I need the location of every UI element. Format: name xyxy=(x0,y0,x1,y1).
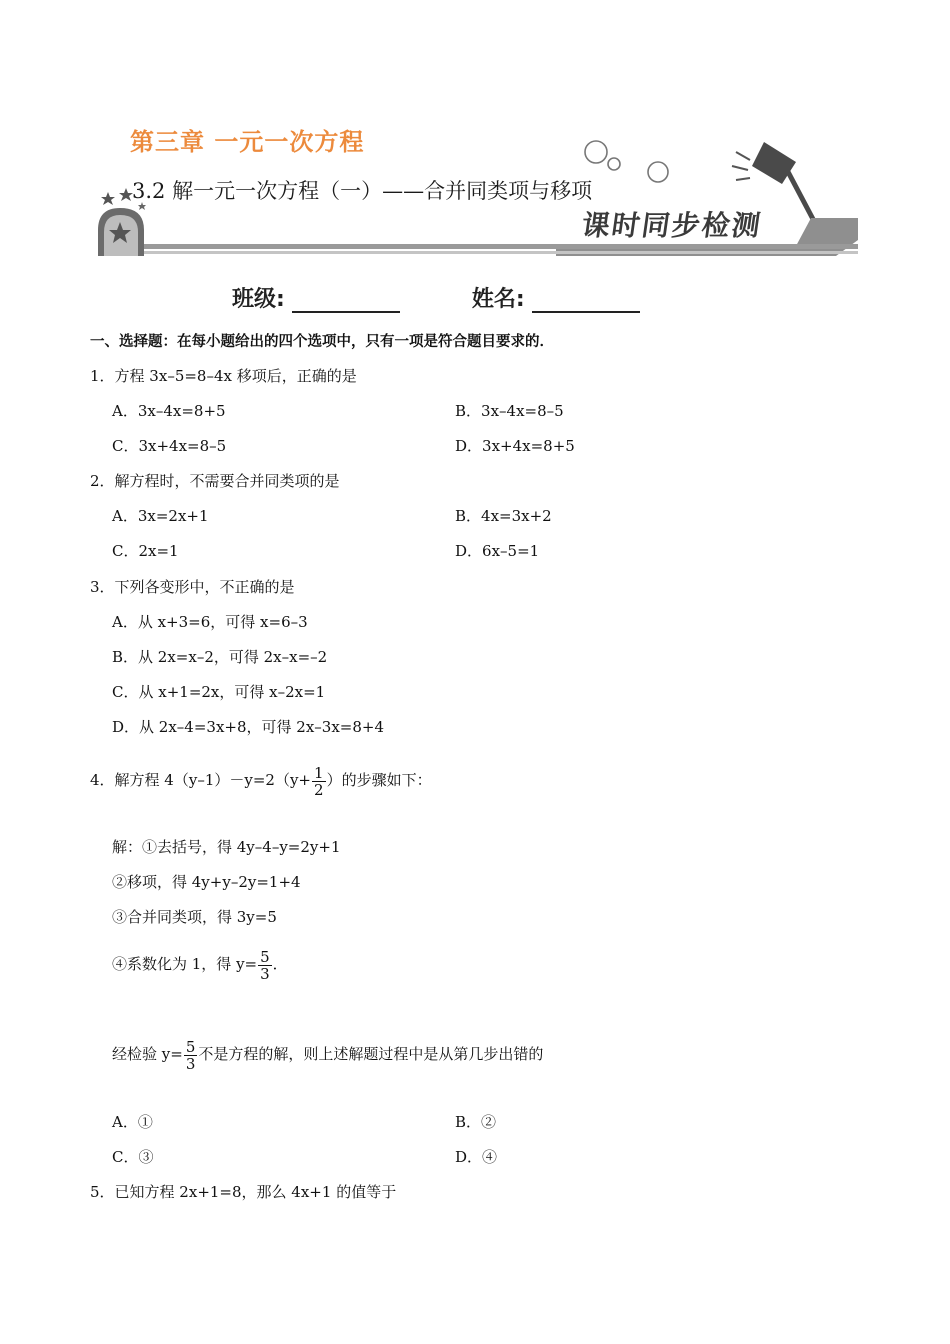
bubble-icon xyxy=(585,141,607,163)
question-3-option-c[interactable]: C．从 x+1=2x，可得 x–2x=1 xyxy=(112,683,326,701)
question-2-option-a[interactable]: A．3x=2x+1 xyxy=(112,507,209,525)
question-2-option-b[interactable]: B．4x=3x+2 xyxy=(455,507,552,525)
class-blank[interactable] xyxy=(292,289,400,313)
check-text-post: 不是方程的解，则上述解题过程中是从第几步出错的 xyxy=(198,1045,544,1063)
student-info-row xyxy=(232,282,640,313)
fraction-denominator: 2 xyxy=(314,780,324,799)
name-blank[interactable] xyxy=(532,289,640,313)
fraction-five-thirds xyxy=(184,1039,198,1072)
fraction-denominator: 3 xyxy=(260,964,270,983)
chapter-title: 第三章 一元一次方程 xyxy=(130,128,365,156)
star-icon xyxy=(119,188,133,201)
star-icon xyxy=(101,192,115,205)
question-4-option-d[interactable]: D．④ xyxy=(455,1148,498,1166)
fraction-numerator: 1 xyxy=(314,763,324,782)
question-4-check xyxy=(112,1036,543,1072)
question-2-option-d[interactable]: D．6x–5=1 xyxy=(455,542,540,560)
question-1-option-b[interactable]: B．3x–4x=8–5 xyxy=(455,402,564,420)
question-1-option-c[interactable]: C．3x+4x=8–5 xyxy=(112,437,227,455)
step-4-end: ． xyxy=(272,955,288,973)
fraction-denominator: 3 xyxy=(185,1054,196,1073)
question-5-stem: 5．已知方程 2x+1=8，那么 4x+1 的值等于 xyxy=(90,1183,397,1201)
bubble-icon xyxy=(608,158,620,170)
name-label: 姓名: xyxy=(471,287,525,312)
question-2-stem: 2．解方程时，不需要合并同类项的是 xyxy=(90,472,340,490)
question-3-stem: 3．下列各变形中，不正确的是 xyxy=(90,578,295,596)
question-4-stem xyxy=(90,762,432,798)
question-2-option-c[interactable]: C．2x=1 xyxy=(112,542,179,560)
question-4-option-b[interactable]: B．② xyxy=(455,1113,497,1131)
check-text-pre: 经检验 y= xyxy=(112,1045,183,1063)
question-4-step-4 xyxy=(112,946,288,982)
fraction-numerator: 5 xyxy=(260,947,270,966)
question-4-stem-pre: 4．解方程 4（y–1）－y=2（y+ xyxy=(90,771,312,789)
question-3-option-b[interactable]: B．从 2x=x–2，可得 2x–x=–2 xyxy=(112,648,328,666)
class-label: 班级: xyxy=(232,287,285,312)
question-1-stem: 1．方程 3x–5=8–4x 移项后，正确的是 xyxy=(90,367,357,385)
section-title: 3.2 解一元一次方程（一）——合并同类项与移项 xyxy=(132,179,593,203)
question-4-option-c[interactable]: C．③ xyxy=(112,1148,154,1166)
question-4-stem-post: ）的步骤如下： xyxy=(326,771,432,789)
bubble-icon xyxy=(648,162,668,182)
question-4-step-1: 解：①去括号，得 4y–4–y=2y+1 xyxy=(112,838,341,856)
section-heading: 一、选择题：在每小题给出的四个选项中，只有一项是符合题目要求的． xyxy=(90,334,554,350)
question-3-option-a[interactable]: A．从 x+3=6，可得 x=6–3 xyxy=(112,613,308,631)
fraction-five-thirds xyxy=(258,949,272,982)
question-1-option-d[interactable]: D．3x+4x=8+5 xyxy=(455,437,575,455)
fraction-numerator: 5 xyxy=(185,1037,196,1056)
fraction-one-half xyxy=(312,765,326,798)
brand-title: 课时同步检测 xyxy=(579,209,765,242)
question-4-option-a[interactable]: A．① xyxy=(112,1113,153,1131)
question-3-option-d[interactable]: D．从 2x–4=3x+8，可得 2x–3x=8+4 xyxy=(112,718,385,736)
step-4-text: ④系数化为 1，得 y= xyxy=(112,955,258,973)
question-1-option-a[interactable]: A．3x–4x=8+5 xyxy=(112,402,226,420)
question-4-step-2: ②移项，得 4y+y–2y=1+4 xyxy=(112,873,301,891)
question-4-step-3: ③合并同类项，得 3y=5 xyxy=(112,908,277,926)
